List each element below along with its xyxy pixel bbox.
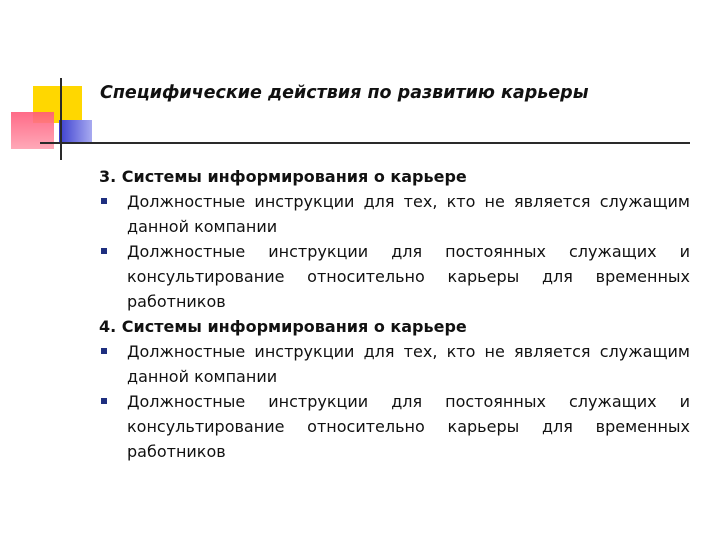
bullet-square-icon [101, 398, 107, 404]
decor-blue-square [59, 120, 92, 144]
bullet-item [99, 389, 690, 464]
bullet-item [99, 239, 690, 314]
bullet-square-icon [101, 248, 107, 254]
decor-vertical-line [60, 78, 62, 160]
slide-title: Специфические действия по развитию карьеры [100, 83, 589, 103]
bullet-text: Должностные инструкции для тех, кто не является служащим данной компании [127, 192, 690, 236]
slide-content [99, 164, 690, 464]
section-heading: 3. Системы информирования о карьере [99, 167, 467, 186]
section-heading: 4. Системы информирования о карьере [99, 317, 467, 336]
bullet-text: Должностные инструкции для постоянных служащих и консультирование относительно карьеры для временных работников [127, 392, 690, 461]
bullet-square-icon [101, 198, 107, 204]
bullet-item [99, 339, 690, 389]
bullet-square-icon [101, 348, 107, 354]
bullet-text: Должностные инструкции для постоянных служащих и консультирование относительно карьеры для временных работников [127, 242, 690, 311]
bullet-text: Должностные инструкции для тех, кто не является служащим данной компании [127, 342, 690, 386]
bullet-item [99, 189, 690, 239]
title-underline [40, 142, 690, 144]
